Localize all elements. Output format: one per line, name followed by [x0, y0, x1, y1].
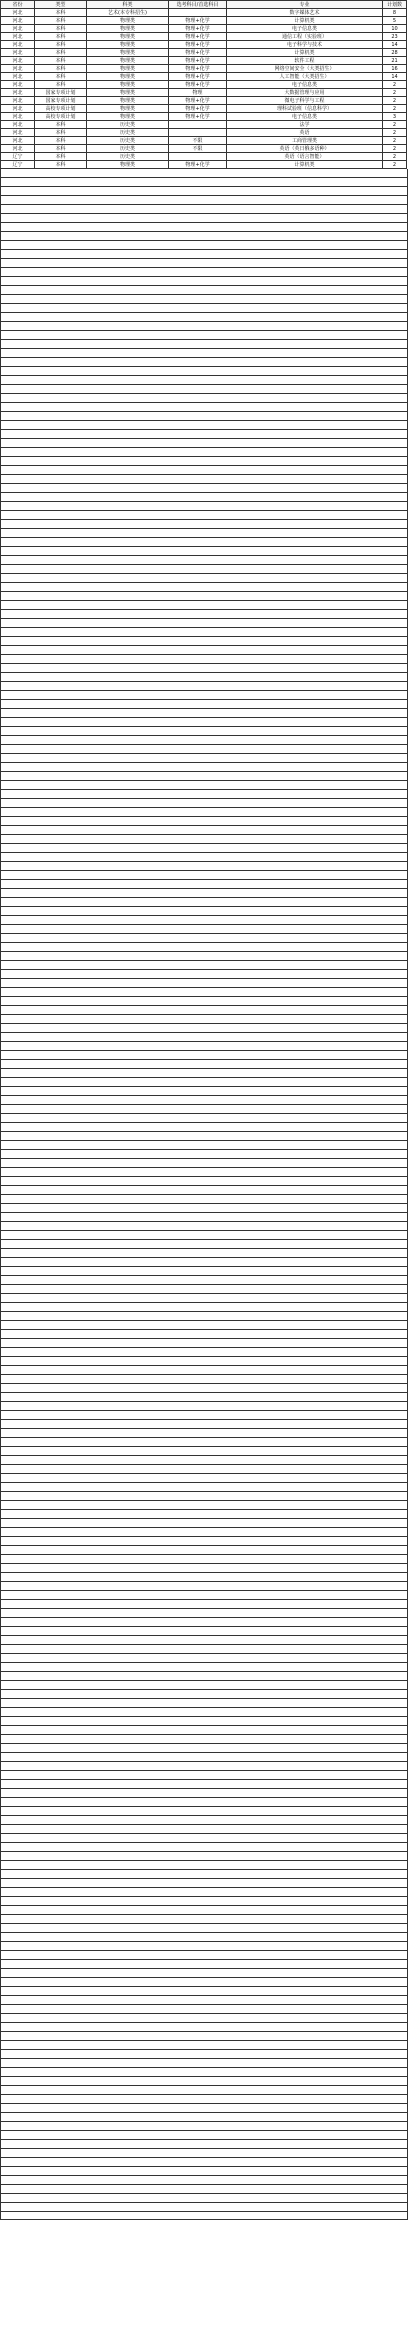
table-cell: 物理类 — [87, 33, 169, 41]
table-cell: 2 — [383, 161, 407, 169]
table-cell: 电子信息类 — [227, 81, 383, 89]
table-cell: 河北 — [1, 121, 35, 129]
column-header: 科类 — [87, 1, 169, 9]
table-cell: 辽宁 — [1, 153, 35, 161]
column-header: 类型 — [35, 1, 87, 9]
table-row — [1, 41, 407, 49]
table-cell: 电子信息类 — [227, 113, 383, 121]
table-cell: 2 — [383, 145, 407, 153]
table-cell: 国家专项计划 — [35, 97, 87, 105]
table-cell: 计算机类 — [227, 49, 383, 57]
table-cell: 16 — [383, 65, 407, 73]
table-cell: 2 — [383, 137, 407, 145]
table-cell: 河北 — [1, 105, 35, 113]
table-cell: 英语（语言智能） — [227, 153, 383, 161]
table-cell: 本科 — [35, 73, 87, 81]
table-cell: 高校专项计划 — [35, 113, 87, 121]
table-cell: 2 — [383, 121, 407, 129]
table-cell: 工商管理类 — [227, 137, 383, 145]
table-cell: 英语（英日俄多语种） — [227, 145, 383, 153]
table-cell: 物理+化学 — [169, 97, 227, 105]
table-row — [1, 97, 407, 105]
column-header: 省份 — [1, 1, 35, 9]
table-cell: 2 — [383, 97, 407, 105]
table-cell: 历史类 — [87, 121, 169, 129]
table-cell: 理科试验班（信息科学） — [227, 105, 383, 113]
table-cell: 河北 — [1, 89, 35, 97]
column-header: 选考科目/首选科目 — [169, 1, 227, 9]
table-cell: 历史类 — [87, 153, 169, 161]
table-row — [1, 121, 407, 129]
table-cell: 微电子科学与工程 — [227, 97, 383, 105]
table-cell — [169, 121, 227, 129]
table-cell: 物理类 — [87, 25, 169, 33]
table-cell: 物理类 — [87, 49, 169, 57]
table-cell: 本科 — [35, 145, 87, 153]
table-cell: 电子科学与技术 — [227, 41, 383, 49]
table-cell: 软件工程 — [227, 57, 383, 65]
table-cell: 河北 — [1, 65, 35, 73]
table-cell: 2 — [383, 153, 407, 161]
table-cell: 河北 — [1, 41, 35, 49]
table-cell: 14 — [383, 41, 407, 49]
enrollment-plan-table — [0, 0, 407, 169]
table-row — [1, 89, 407, 97]
table-row — [1, 9, 407, 17]
table-cell: 国家专项计划 — [35, 89, 87, 97]
table-row — [1, 129, 407, 137]
table-cell: 大数据管理与应用 — [227, 89, 383, 97]
table-row — [1, 25, 407, 33]
table-cell: 物理类 — [87, 105, 169, 113]
table-cell: 通信工程（实验班） — [227, 33, 383, 41]
table-cell — [169, 129, 227, 137]
table-cell: 历史类 — [87, 145, 169, 153]
table-cell: 河北 — [1, 145, 35, 153]
table-cell: 本科 — [35, 41, 87, 49]
table-cell: 河北 — [1, 97, 35, 105]
table-cell: 河北 — [1, 9, 35, 17]
table-cell: 物理 — [169, 89, 227, 97]
table-row — [1, 161, 407, 169]
table-row — [1, 105, 407, 113]
table-cell: 物理类 — [87, 73, 169, 81]
table-cell: 本科 — [35, 33, 87, 41]
table-cell: 本科 — [35, 65, 87, 73]
table-cell: 河北 — [1, 33, 35, 41]
table-cell: 不限 — [169, 145, 227, 153]
table-row — [1, 113, 407, 121]
table-cell: 人工智能（大类招生） — [227, 73, 383, 81]
column-header: 计划数 — [383, 1, 407, 9]
table-cell: 本科 — [35, 17, 87, 25]
table-cell: 物理类 — [87, 41, 169, 49]
table-cell: 5 — [383, 17, 407, 25]
table-cell: 河北 — [1, 49, 35, 57]
table-cell: 物理+化学 — [169, 49, 227, 57]
table-body — [1, 9, 407, 169]
table-cell: 2 — [383, 129, 407, 137]
table-cell: 本科 — [35, 137, 87, 145]
table-cell: 河北 — [1, 73, 35, 81]
table-cell: 8 — [383, 9, 407, 17]
table-cell: 2 — [383, 105, 407, 113]
table-cell: 电子信息类 — [227, 25, 383, 33]
table-cell: 历史类 — [87, 129, 169, 137]
table-cell: 2 — [383, 89, 407, 97]
table-cell: 本科 — [35, 49, 87, 57]
table-cell: 河北 — [1, 17, 35, 25]
table-cell: 计算机类 — [227, 161, 383, 169]
table-cell: 物理+化学 — [169, 65, 227, 73]
table-cell: 物理+化学 — [169, 57, 227, 65]
table-row — [1, 153, 407, 161]
table-cell: 3 — [383, 113, 407, 121]
table-row — [1, 33, 407, 41]
table-row — [1, 81, 407, 89]
table-cell: 物理+化学 — [169, 81, 227, 89]
table-row — [1, 49, 407, 57]
table-row — [1, 145, 407, 153]
table-cell: 高校专项计划 — [35, 105, 87, 113]
table-cell: 河北 — [1, 57, 35, 65]
table-cell: 本科 — [35, 121, 87, 129]
table-cell: 物理类 — [87, 81, 169, 89]
table-cell: 物理类 — [87, 161, 169, 169]
table-row — [1, 65, 407, 73]
table-row — [1, 73, 407, 81]
table-cell: 物理类 — [87, 89, 169, 97]
table-cell: 河北 — [1, 81, 35, 89]
remaining-ruled-rows — [0, 169, 408, 2220]
table-cell: 物理+化学 — [169, 17, 227, 25]
table-cell: 法学 — [227, 121, 383, 129]
table-header-row — [1, 1, 407, 9]
table-cell: 物理+化学 — [169, 25, 227, 33]
table-cell: 物理类 — [87, 113, 169, 121]
table-cell: 10 — [383, 25, 407, 33]
table-cell: 本科 — [35, 153, 87, 161]
table-cell: 计算机类 — [227, 17, 383, 25]
table-cell: 河北 — [1, 129, 35, 137]
table-cell: 14 — [383, 73, 407, 81]
table-cell: 23 — [383, 33, 407, 41]
table-cell: 物理+化学 — [169, 33, 227, 41]
table-cell: 历史类 — [87, 137, 169, 145]
table-row — [1, 137, 407, 145]
table-cell: 本科 — [35, 161, 87, 169]
table-cell: 本科 — [35, 57, 87, 65]
table-cell: 英语 — [227, 129, 383, 137]
table-cell: 物理+化学 — [169, 41, 227, 49]
table-cell: 本科 — [35, 9, 87, 17]
table-cell: 本科 — [35, 25, 87, 33]
table-cell: 物理+化学 — [169, 73, 227, 81]
table-cell: 本科 — [35, 81, 87, 89]
table-cell: 28 — [383, 49, 407, 57]
table-cell: 物理类 — [87, 97, 169, 105]
table-cell: 物理类 — [87, 17, 169, 25]
table-cell: 河北 — [1, 25, 35, 33]
table-cell: 数字媒体艺术 — [227, 9, 383, 17]
table-cell: 2 — [383, 81, 407, 89]
table-cell: 河北 — [1, 137, 35, 145]
table-cell: 不限 — [169, 137, 227, 145]
table-cell: 本科 — [35, 129, 87, 137]
table-cell: 物理+化学 — [169, 161, 227, 169]
table-cell: 网络空间安全（大类招生） — [227, 65, 383, 73]
table-cell: 河北 — [1, 113, 35, 121]
table-cell: 物理类 — [87, 65, 169, 73]
table-row — [1, 17, 407, 25]
table-cell: 物理+化学 — [169, 105, 227, 113]
table-cell — [169, 153, 227, 161]
table-cell: 艺术(本专科招生) — [87, 9, 169, 17]
table-cell: 物理+化学 — [169, 113, 227, 121]
table-row — [1, 57, 407, 65]
column-header: 专业 — [227, 1, 383, 9]
table-cell: 物理类 — [87, 57, 169, 65]
table-cell: 辽宁 — [1, 161, 35, 169]
table-cell: 21 — [383, 57, 407, 65]
table-cell — [169, 9, 227, 17]
